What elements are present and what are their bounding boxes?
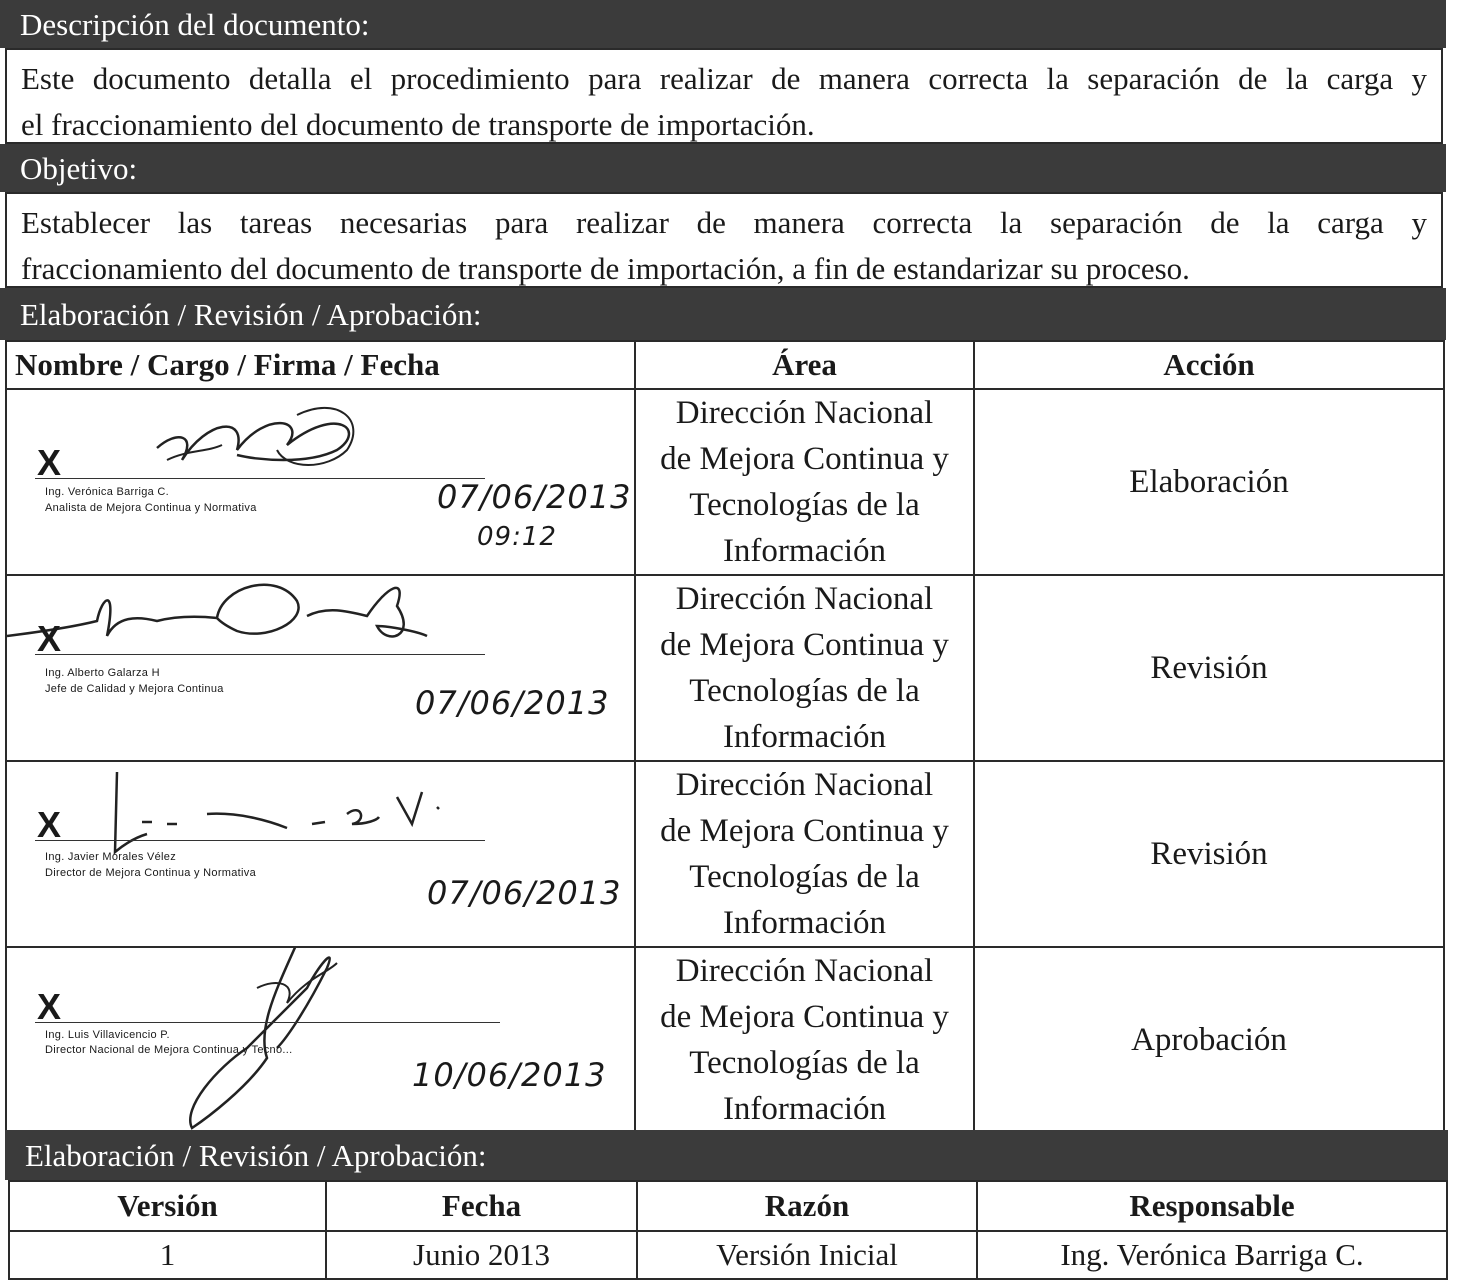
action-cell: Revisión (974, 575, 1444, 761)
version-row (9, 1231, 1447, 1279)
area-line: Dirección Nacional (675, 953, 934, 989)
description-box (5, 48, 1443, 144)
signer-name: Ing. Verónica Barriga C. (45, 486, 169, 498)
signer-role: Director Nacional de Mejora Continua y Tecno... (45, 1044, 293, 1056)
signature-x-mark: X (37, 986, 62, 1027)
signature-line (35, 478, 485, 479)
area-cell (635, 389, 974, 575)
version-number: 1 (9, 1231, 326, 1279)
header-signer: Nombre / Cargo / Firma / Fecha (6, 341, 635, 389)
area-line: Información (722, 1091, 887, 1127)
area-line: Tecnologías de la (689, 673, 920, 709)
signature-date: 07/06/2013 (437, 478, 632, 516)
signer-name: Ing. Javier Morales Vélez (45, 851, 176, 863)
version-owner: Ing. Verónica Barriga C. (977, 1231, 1447, 1279)
header-date: Fecha (326, 1181, 637, 1231)
area-line: Tecnologías de la (689, 859, 920, 895)
area-line: Tecnologías de la (689, 487, 920, 523)
objective-label: Objetivo: (20, 150, 138, 186)
approval-row (6, 947, 1444, 1133)
signer-name: Ing. Alberto Galarza H (45, 667, 160, 679)
area-cell (635, 575, 974, 761)
versions-table (8, 1180, 1448, 1280)
objective-header (0, 144, 1446, 192)
signature-cell (6, 761, 635, 947)
version-reason: Versión Inicial (637, 1231, 977, 1279)
version-date: Junio 2013 (326, 1231, 637, 1279)
versions-label: Elaboración / Revisión / Aprobación: (25, 1137, 487, 1173)
description-line-2: el fraccionamiento del documento de transporte de importación. (21, 107, 815, 142)
signature-cell (6, 947, 635, 1133)
approvals-header (0, 288, 1446, 340)
action-cell: Revisión (974, 761, 1444, 947)
area-line: Dirección Nacional (675, 581, 934, 617)
description-header (0, 0, 1446, 48)
versions-header (5, 1130, 1448, 1180)
signature-x-mark: X (37, 804, 62, 845)
objective-line-2: fraccionamiento del documento de transporte de importación, a fin de estandarizar su proceso. (21, 251, 1190, 286)
action-cell: Aprobación (974, 947, 1444, 1133)
signature-date: 07/06/2013 (427, 874, 622, 912)
area-line: Información (722, 533, 887, 569)
signature-date: 07/06/2013 (415, 684, 610, 722)
area-line: Dirección Nacional (675, 767, 934, 803)
signature-x-mark: X (37, 618, 62, 659)
description-label: Descripción del documento: (20, 6, 370, 42)
signature-line (35, 840, 485, 841)
approvals-table (5, 340, 1445, 1134)
signature-x-mark: X (37, 442, 62, 483)
signature-date: 10/06/2013 (412, 1056, 607, 1094)
header-version: Versión (9, 1181, 326, 1231)
area-line: Tecnologías de la (689, 1045, 920, 1081)
header-area: Área (635, 341, 974, 389)
area-line: de Mejora Continua y (660, 999, 949, 1035)
approval-row (6, 575, 1444, 761)
objective-box (5, 192, 1443, 288)
signature-cell (6, 389, 635, 575)
area-cell (635, 761, 974, 947)
area-cell (635, 947, 974, 1133)
signature-cell (6, 575, 635, 761)
area-line: de Mejora Continua y (660, 813, 949, 849)
signer-role: Analista de Mejora Continua y Normativa (45, 502, 257, 514)
area-line: Dirección Nacional (675, 395, 934, 431)
approval-row (6, 389, 1444, 575)
signature-line (35, 654, 485, 655)
description-line-1: Este documento detalla el procedimiento para realizar de manera correcta la separación de la carga y (21, 61, 1427, 96)
signer-name: Ing. Luis Villavicencio P. (45, 1029, 170, 1041)
objective-line-1: Establecer las tareas necesarias para realizar de manera correcta la separación de la carga y (21, 205, 1427, 240)
header-reason: Razón (637, 1181, 977, 1231)
signer-role: Director de Mejora Continua y Normativa (45, 867, 256, 879)
approvals-header-row (6, 341, 1444, 389)
action-cell: Elaboración (974, 389, 1444, 575)
area-line: Información (722, 719, 887, 755)
signer-role: Jefe de Calidad y Mejora Continua (45, 683, 224, 695)
signature-line (35, 1022, 500, 1023)
approvals-label: Elaboración / Revisión / Aprobación: (20, 296, 482, 332)
area-line: de Mejora Continua y (660, 627, 949, 663)
header-owner: Responsable (977, 1181, 1447, 1231)
approval-row (6, 761, 1444, 947)
area-line: de Mejora Continua y (660, 441, 949, 477)
area-line: Información (722, 905, 887, 941)
versions-header-row (9, 1181, 1447, 1231)
header-action: Acción (974, 341, 1444, 389)
signature-time: 09:12 (477, 522, 557, 552)
